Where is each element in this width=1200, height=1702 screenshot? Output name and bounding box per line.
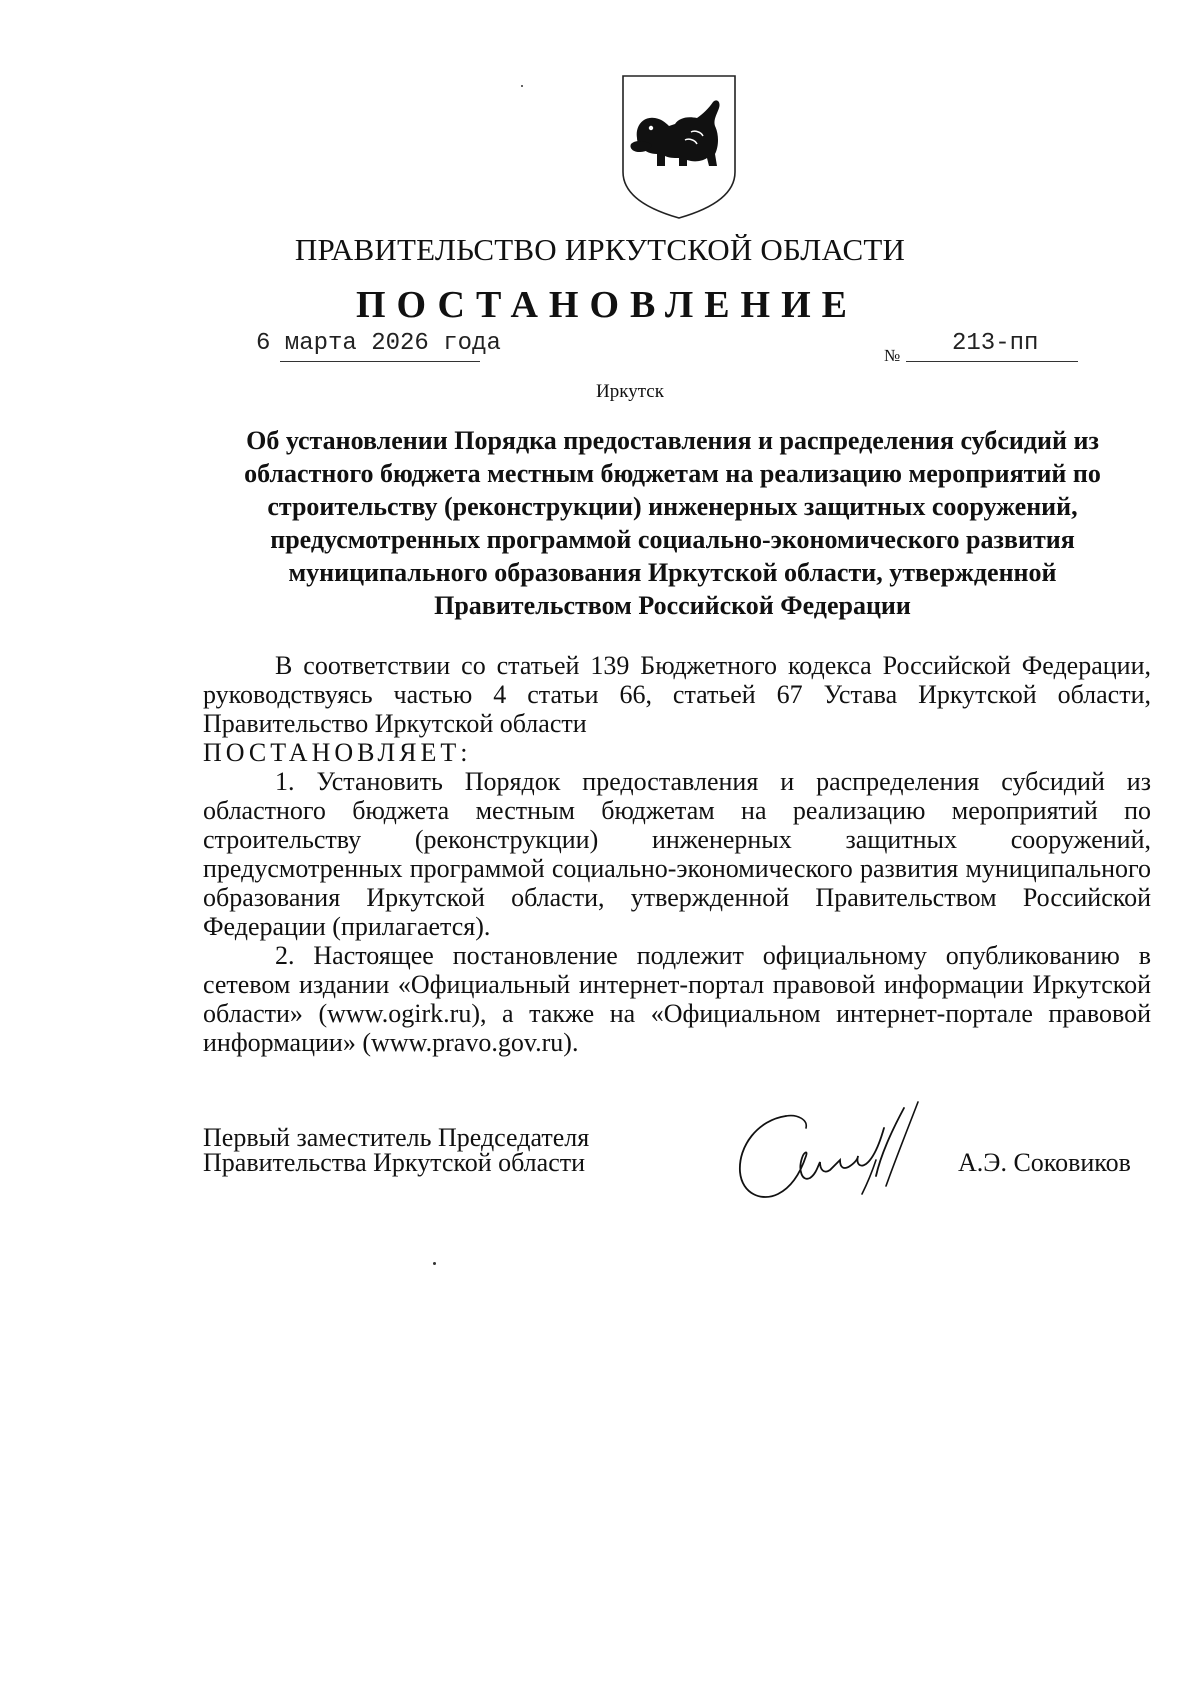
signer-position-line-2: Правительства Иркутской области (203, 1148, 586, 1177)
scan-speck (521, 85, 523, 87)
date-underline (280, 361, 480, 362)
item-1-paragraph: 1. Установить Порядок предоставления и распределения субсидий из областного бюджета местным бюджетам на реализацию мероприятий по строительству (реконструкции) инженерных защитных сооружений, предусмотренных программой социально-экономического развития муниципального образования Иркутской области, утвержденной Правительством Российской Федерации (прилагается). (203, 767, 1151, 941)
signer-position-line-1: Первый заместитель Председателя (203, 1123, 590, 1152)
signer-name: А.Э. Соковиков (958, 1148, 1131, 1177)
item-2-paragraph: 2. Настоящее постановление подлежит официальному опубликованию в сетевом издании «Официальный интернет-портал правовой информации Иркутской области» (www.ogirk.ru), а также на «Официальном интернет-портале правовой информации» (www.pravo.gov.ru). (203, 941, 1151, 1057)
document-type: ПОСТАНОВЛЕНИЕ (355, 284, 859, 326)
document-date: 6 марта 2026 года (256, 330, 501, 357)
scan-speck (433, 1262, 436, 1265)
city: Иркутск (596, 381, 664, 402)
document-number: 213-пп (952, 330, 1039, 357)
signer-position (203, 1125, 589, 1175)
decree-word: ПОСТАНОВЛЯЕТ: (203, 738, 472, 767)
document-heading: Об установлении Порядка предоставления и распределения субсидий из областного бюджета местным бюджетам на реализацию мероприятий по строительству (реконструкции) инженерных защитных сооружений, предусмотренных программой социально-экономического развития муниципального образования Иркутской области, утвержденной Правительством Российской Федерации (244, 426, 1101, 620)
number-sign: № (884, 346, 901, 365)
government-title: ПРАВИТЕЛЬСТВО ИРКУТСКОЙ ОБЛАСТИ (294, 232, 906, 267)
handwritten-signature-icon (728, 1098, 938, 1208)
coat-of-arms-icon (621, 74, 737, 220)
preamble-paragraph: В соответствии со статьей 139 Бюджетного кодекса Российской Федерации, руководствуясь частью 4 статьи 66, статьей 67 Устава Иркутской области, Правительство Иркутской области (203, 651, 1151, 738)
number-underline (906, 361, 1078, 362)
